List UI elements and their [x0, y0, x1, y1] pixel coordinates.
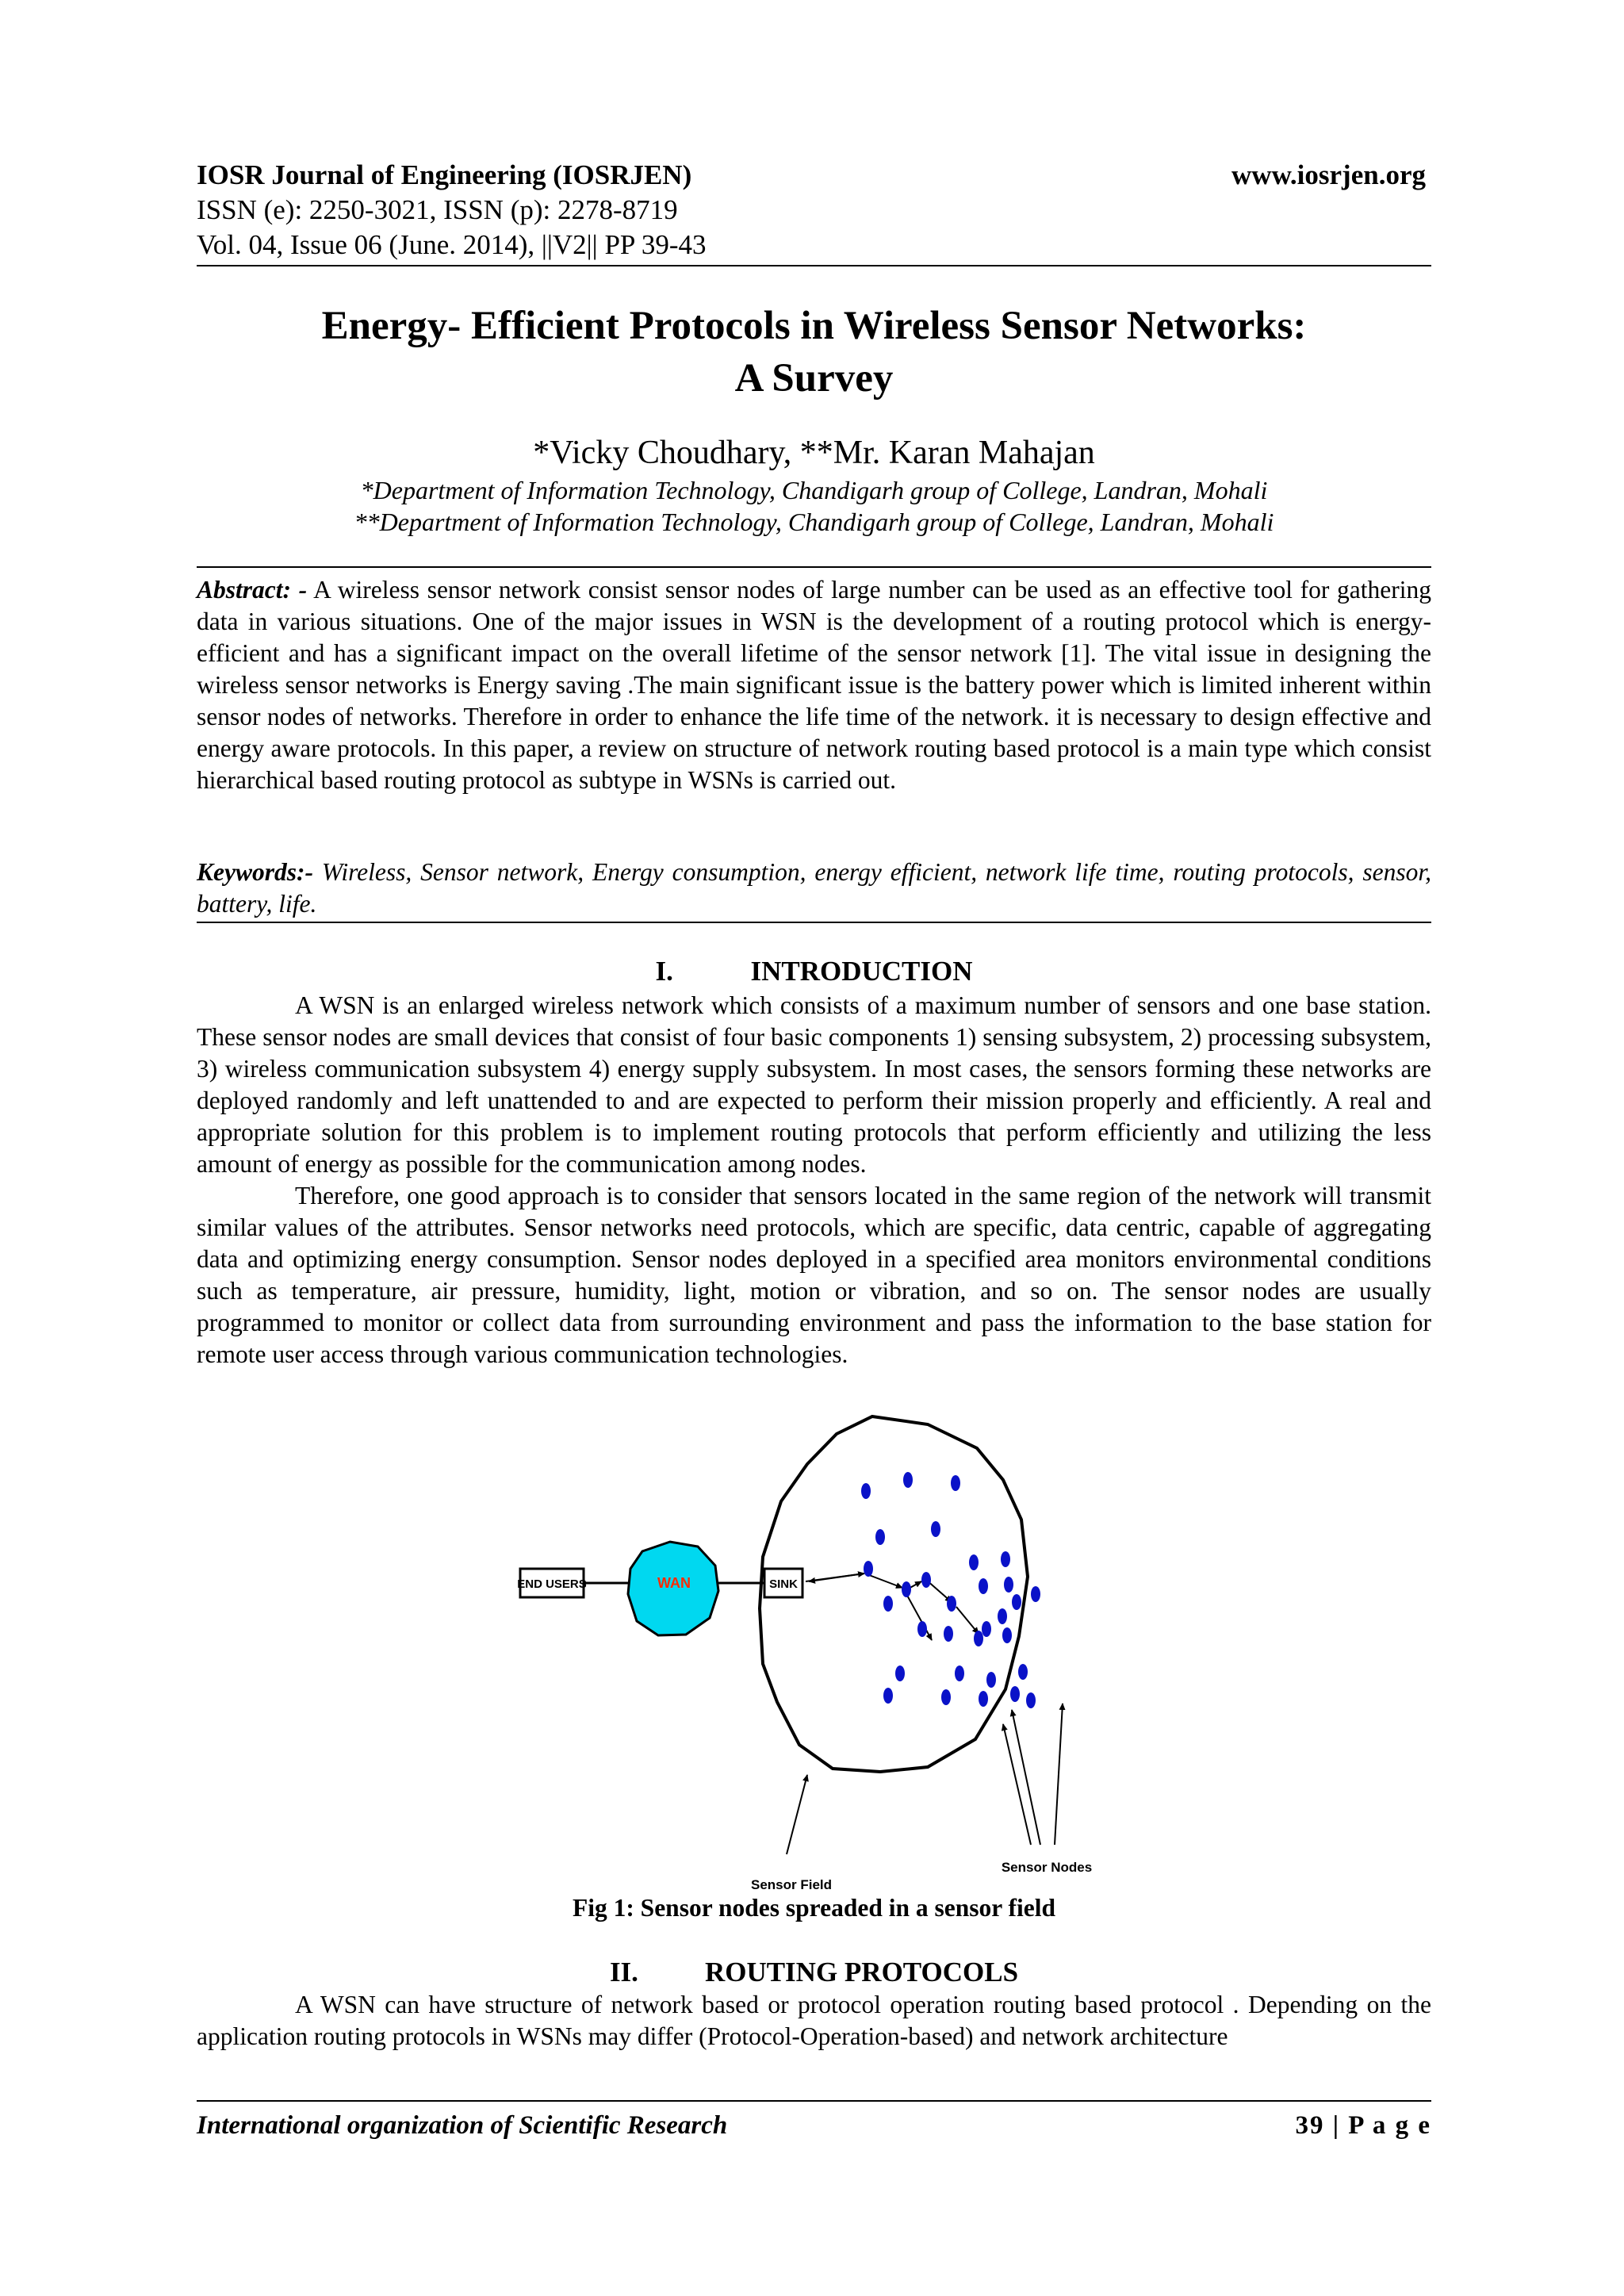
section-2-number: II. [609, 1957, 638, 1987]
wan-node [628, 1542, 718, 1635]
section-1-body [197, 990, 1431, 1370]
sensor-node [1004, 1577, 1013, 1593]
sensor-node [917, 1621, 927, 1637]
sensor-node [941, 1689, 951, 1705]
sensor-node [974, 1631, 983, 1646]
keywords-bottom-rule [197, 922, 1431, 923]
keywords-text: Wireless, Sensor network, Energy consumption, energy efficient, network life time, routing protocols, sensor, battery, life. [197, 858, 1431, 918]
section-2-body [197, 1989, 1431, 2053]
sensor-node [951, 1475, 960, 1491]
sensor-node [998, 1608, 1007, 1624]
sensor-node [955, 1665, 964, 1681]
sensor-node [1001, 1551, 1010, 1567]
wan-label: WAN [657, 1575, 691, 1591]
affiliation-1: *Department of Information Technology, Chandigarh group of College, Landran, Mohali [360, 476, 1268, 504]
sensor-node [1026, 1692, 1036, 1708]
section-1-title: INTRODUCTION [750, 956, 973, 987]
sensor-field-pointer [787, 1775, 807, 1854]
sensor-node [883, 1596, 893, 1612]
sensor-node [895, 1665, 905, 1681]
sensor-node [1002, 1627, 1012, 1643]
section-1-number: I. [655, 956, 673, 987]
sensor-node [1012, 1594, 1021, 1610]
keywords [197, 857, 1431, 920]
section-1-heading [197, 955, 1431, 988]
sensor-node [986, 1672, 996, 1688]
sensor-node [1018, 1664, 1028, 1680]
keywords-label: Keywords:- [197, 858, 313, 886]
paper-authors: *Vicky Choudhary, **Mr. Karan Mahajan [533, 435, 1095, 471]
journal-name: IOSR Journal of Engineering (IOSRJEN) [197, 159, 692, 190]
sensor-node [969, 1554, 979, 1570]
sensor-node [931, 1521, 940, 1537]
paper-title-line1: Energy- Efficient Protocols in Wireless Sensor Networks: [321, 304, 1307, 348]
end-users-label: END USERS [517, 1577, 587, 1591]
journal-volume: Vol. 04, Issue 06 (June. 2014), ||V2|| PP 39-43 [197, 229, 707, 260]
figure-1-caption: Fig 1: Sensor nodes spreaded in a sensor field [572, 1894, 1056, 1922]
abstract-label: Abstract: - [197, 576, 308, 604]
sensor-node [982, 1621, 991, 1637]
header-rule [197, 265, 1431, 266]
sensor-field-label: Sensor Field [750, 1877, 833, 1892]
sensor-node [1010, 1686, 1020, 1702]
sensor-node [944, 1626, 953, 1642]
journal-issn: ISSN (e): 2250-3021, ISSN (p): 2278-8719 [197, 194, 678, 225]
section-1-paragraph-2: Therefore, one good approach is to consider that sensors located in the same region of the network will transmit similar values of the attributes. Sensor networks need protocols, which are specific, data centric, capable of aggregating data and optimizing energy consumption. Sensor nodes deployed in a specified area monitors environmental conditions such as temperature, air pressure, humidity, light, motion or vibration, and so on. The sensor nodes are usually programmed to monitor or collect data from surrounding environment and pass the information to the base station for remote user access through various communication technologies. [197, 1182, 1431, 1368]
section-1-paragraph-1: A WSN is an enlarged wireless network which consists of a maximum number of sensors and one base station. These sensor nodes are small devices that consist of four basic components 1) sensing subsystem, 2) processing subsystem, 3) wireless communication subsystem 4) energy supply subsystem. In most cases, the sensors forming these networks are deployed randomly and left unattended to and are expected to perform their mission properly and efficiently. A real and appropriate solution for this problem is to implement routing protocols that perform efficiently and utilizing the less amount of energy as possible for the communication among nodes. [197, 991, 1431, 1178]
abstract-text: A wireless sensor network consist sensor nodes of large number can be used as an effective tool for gathering data in various situations. One of the major issues in WSN is the development of a routing protocol which is energy-efficient and has a significant impact on the overall lifetime of the sensor network [1]. The vital issue in designing the wireless sensor networks is Energy saving .The main significant issue is the battery power which is limited inherent within sensor nodes of networks. Therefore in order to enhance the life time of the network. it is necessary to design effective and energy aware protocols. In this paper, a review on structure of network routing based protocol is a main type which consist hierarchical based routing protocol as subtype in WSNs is carried out. [197, 576, 1431, 794]
footer-rule [197, 2100, 1431, 2102]
sensor-node [861, 1483, 871, 1499]
sensor-node [1031, 1586, 1040, 1602]
sensor-nodes-label: Sensor Nodes [1001, 1860, 1093, 1875]
sensor-nodes-pointer-2 [1055, 1704, 1063, 1845]
sensor-node [875, 1529, 885, 1545]
abstract [197, 574, 1431, 796]
sensor-node [903, 1472, 913, 1488]
footer-organization: International organization of Scientific Research [197, 2111, 728, 2140]
section-2-heading [197, 1956, 1431, 1989]
sensor-nodes [861, 1472, 1040, 1708]
abstract-top-rule [197, 566, 1431, 568]
affiliation-2: **Department of Information Technology, Chandigarh group of College, Landran, Mohali [354, 508, 1274, 536]
sensor-nodes-pointer-3 [1003, 1724, 1031, 1845]
figure-1-diagram [508, 1410, 1142, 1894]
sensor-node [864, 1561, 873, 1577]
node-to-sink-arrow [809, 1573, 864, 1581]
sensor-node [947, 1596, 956, 1612]
end-users-node [517, 1569, 587, 1597]
sensor-node [979, 1578, 988, 1594]
section-2-title: ROUTING PROTOCOLS [704, 1957, 1019, 1987]
sensor-node [921, 1572, 931, 1588]
journal-website: www.iosrjen.org [1231, 159, 1426, 190]
sensor-node [979, 1691, 988, 1707]
sink-label: SINK [769, 1577, 798, 1591]
sensor-node [902, 1581, 911, 1597]
footer-page-number: 39 | P a g e [1295, 2111, 1431, 2140]
section-2-paragraph-1: A WSN can have structure of network based or protocol operation routing based protocol . Depending on the application routing protocols in WSNs may differ (Protocol-Operation-based) and network architecture [197, 1991, 1431, 2050]
sink-node [764, 1569, 802, 1597]
paper-title-line2: A Survey [734, 356, 894, 401]
sensor-node [883, 1688, 893, 1704]
